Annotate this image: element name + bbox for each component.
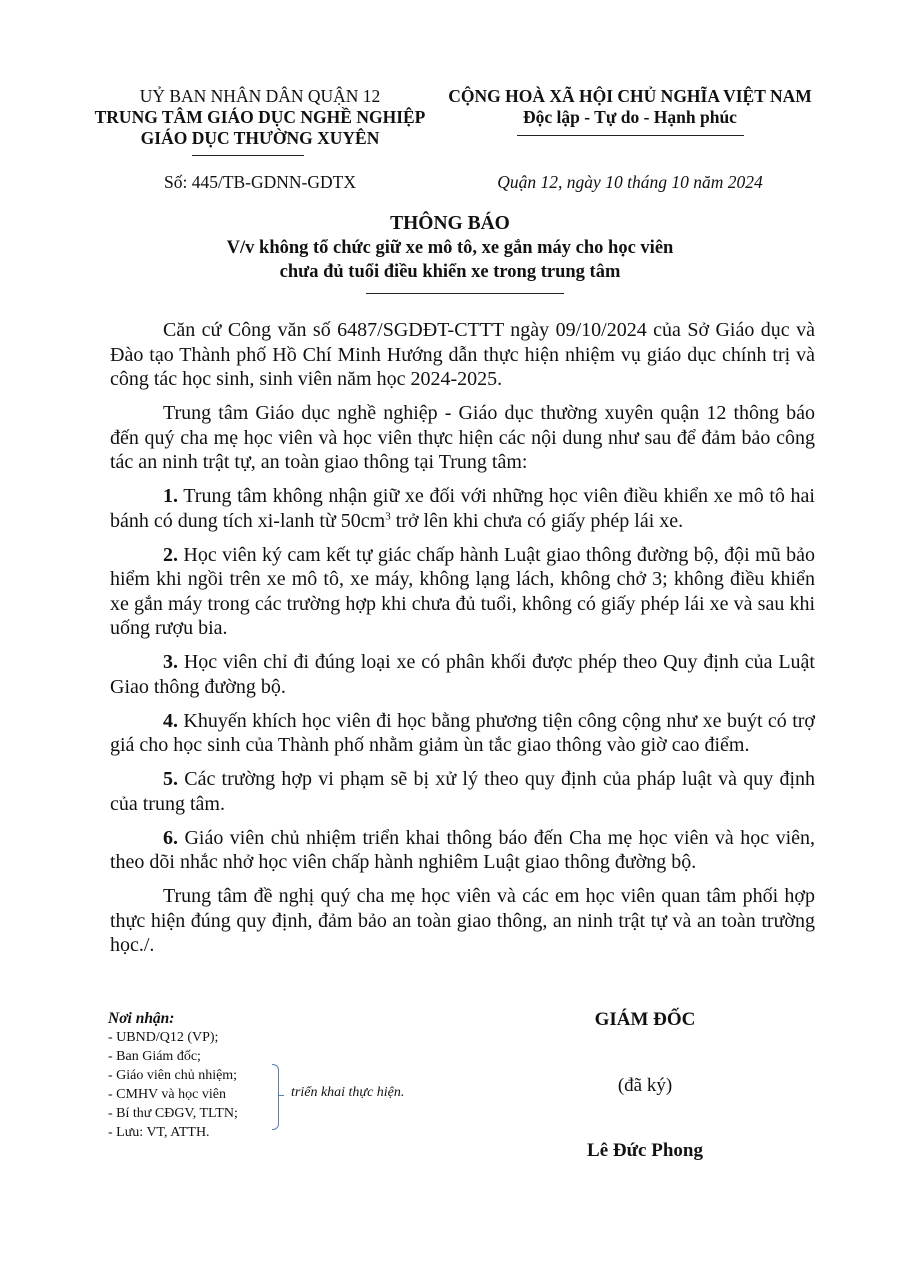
recipient-item: - Bí thư CĐGV, TLTN; (108, 1106, 238, 1121)
recipient-item: - Lưu: VT, ATTH. (108, 1125, 210, 1140)
motto-underline (517, 135, 744, 136)
signer-position: GIÁM ĐỐC (594, 1009, 696, 1030)
notice-body (110, 318, 815, 967)
notice-title: THÔNG BÁO (390, 213, 510, 234)
motto: Độc lập - Tự do - Hạnh phúc (523, 107, 737, 127)
issue-date: Quận 12, ngày 10 tháng 10 năm 2024 (497, 172, 763, 192)
agency-line-3: GIÁO DỤC THƯỜNG XUYÊN (140, 128, 380, 148)
document-number: Số: 445/TB-GDNN-GDTX (163, 172, 356, 192)
national-motto (430, 86, 830, 128)
item-3: 3. Học viên chỉ đi đúng loại xe có phân khối được phép theo Quy định của Luật Giao thông đường bộ. (110, 651, 815, 698)
recipient-item: - Giáo viên chủ nhiệm; (108, 1068, 238, 1083)
item-3-number: 3. (163, 651, 178, 673)
item-5-number: 5. (163, 768, 178, 790)
item-5: 5. Các trường hợp vi phạm sẽ bị xử lý theo quy định của pháp luật và quy định của trung tâm. (110, 768, 816, 815)
agency-line-1: UỶ BAN NHÂN DÂN QUẬN 12 (139, 86, 381, 106)
recipients-list (108, 1009, 238, 1142)
recipient-item: - UBND/Q12 (VP); (108, 1030, 219, 1045)
item-1: 1. Trung tâm không nhận giữ xe đối với những học viên điều khiển xe mô tô hai bánh có dung tích xi-lanh từ $50cm^3$ trở lên khi chưa có giấy phép lái xe. (110, 485, 815, 532)
subject-line-1: V/v không tổ chức giữ xe mô tô, xe gắn máy cho học viên (226, 238, 674, 258)
issuing-agency (70, 86, 450, 149)
item-1-number: 1. (163, 485, 178, 507)
title-underline (366, 293, 564, 294)
agency-line-2: TRUNG TÂM GIÁO DỤC NGHỀ NGHIỆP (94, 107, 426, 127)
item-4-number: 4. (163, 709, 178, 732)
notice-title-block (150, 212, 750, 284)
recipients-heading: Nơi nhận: (108, 1010, 175, 1027)
recipient-item: - Ban Giám đốc; (108, 1049, 201, 1064)
paragraph-intro: Trung tâm Giáo dục nghề nghiệp - Giáo dục thường xuyên quận 12 thông báo đến quý cha mẹ học viên và học viên thực hiện các nội dung như sau để đảm bảo công tác an ninh trật tự, an toàn giao thông tại Trung tâm: (110, 402, 815, 473)
country-name: CỘNG HOÀ XÃ HỘI CHỦ NGHĨA VIỆT NAM (448, 86, 812, 106)
signer-name: Lê Đức Phong (587, 1140, 703, 1161)
item-2: 2. Học viên ký cam kết tự giác chấp hành Luật giao thông đường bộ, đội mũ bảo hiểm khi ngồi trên xe mô tô, xe máy, không lạng lách, không chở 3; không điều khiển xe gắn máy trong các trường hợp khi chưa đủ tuổi, không có giấy phép lái xe và sau khi uống rượu bia. (110, 543, 815, 639)
paragraph-legal-basis: Căn cứ Công văn số 6487/SGDĐT-CTTT ngày 09/10/2024 của Sở Giáo dục và Đào tạo Thành phố Hồ Chí Minh Hướng dẫn thực hiện nhiệm vụ giáo dục chính trị và công tác học sinh, sinh viên năm học 2024-2025. (110, 319, 815, 390)
item-6-number: 6. (163, 826, 178, 849)
signed-note: (đã ký) (617, 1075, 673, 1096)
recipients-brace-tick (278, 1095, 284, 1096)
brace-note: triển khai thực hiện. (291, 1085, 405, 1100)
agency-underline (192, 155, 304, 156)
recipients-brace (272, 1064, 279, 1130)
paragraph-closing: Trung tâm đề nghị quý cha mẹ học viên và các em học viên quan tâm phối hợp thực hiện đúng quy định, đảm bảo an toàn giao thông, an ninh trật tự và an toàn trường học./. (110, 885, 815, 956)
item-4: 4. Khuyến khích học viên đi học bằng phương tiện công cộng như xe buýt có trợ giá cho học sinh của Thành phố nhằm giảm ùn tắc giao thông vào giờ cao điểm. (110, 709, 816, 756)
recipient-item: - CMHV và học viên (108, 1087, 226, 1102)
subject-line-2: chưa đủ tuổi điều khiển xe trong trung tâm (279, 262, 621, 282)
item-2-number: 2. (163, 543, 178, 566)
item-6: 6. Giáo viên chủ nhiệm triển khai thông báo đến Cha mẹ học viên và học viên, theo dõi nhắc nhở học viên chấp hành nghiêm Luật giao thông đường bộ. (110, 826, 816, 873)
